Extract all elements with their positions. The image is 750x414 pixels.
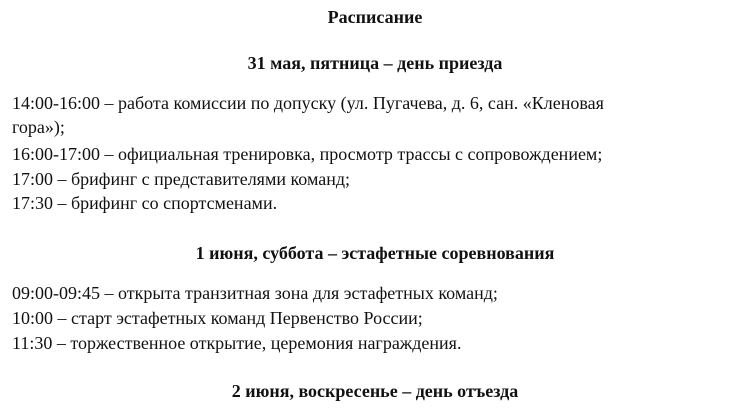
- day-1-item-3: 17:00 – брифинг с представителями команд;: [12, 169, 351, 189]
- day-1-item-1: 14:00-16:00 – работа комиссии по допуску (ул. Пугачева, д. 6, сан. «Кленовая: [12, 93, 604, 113]
- day-1-item-2: 16:00-17:00 – официальная тренировка, просмотр трассы с сопровождением;: [12, 144, 603, 164]
- document-title: Расписание: [327, 7, 423, 27]
- day-1-heading: 31 мая, пятница – день приезда: [247, 53, 503, 73]
- day-2-item-1: 09:00-09:45 – открыта транзитная зона для эстафетных команд;: [12, 283, 498, 303]
- day-1-item-4: 17:30 – брифинг со спортсменами.: [12, 193, 278, 213]
- day-3-heading: 2 июня, воскресенье – день отъезда: [231, 381, 519, 401]
- day-1-item-1-continuation: гора»);: [12, 117, 65, 137]
- day-2-item-3: 11:30 – торжественное открытие, церемония награждения.: [12, 333, 462, 353]
- day-2-heading: 1 июня, суббота – эстафетные соревнования: [195, 243, 555, 263]
- day-2-item-2: 10:00 – старт эстафетных команд Первенство России;: [12, 308, 423, 328]
